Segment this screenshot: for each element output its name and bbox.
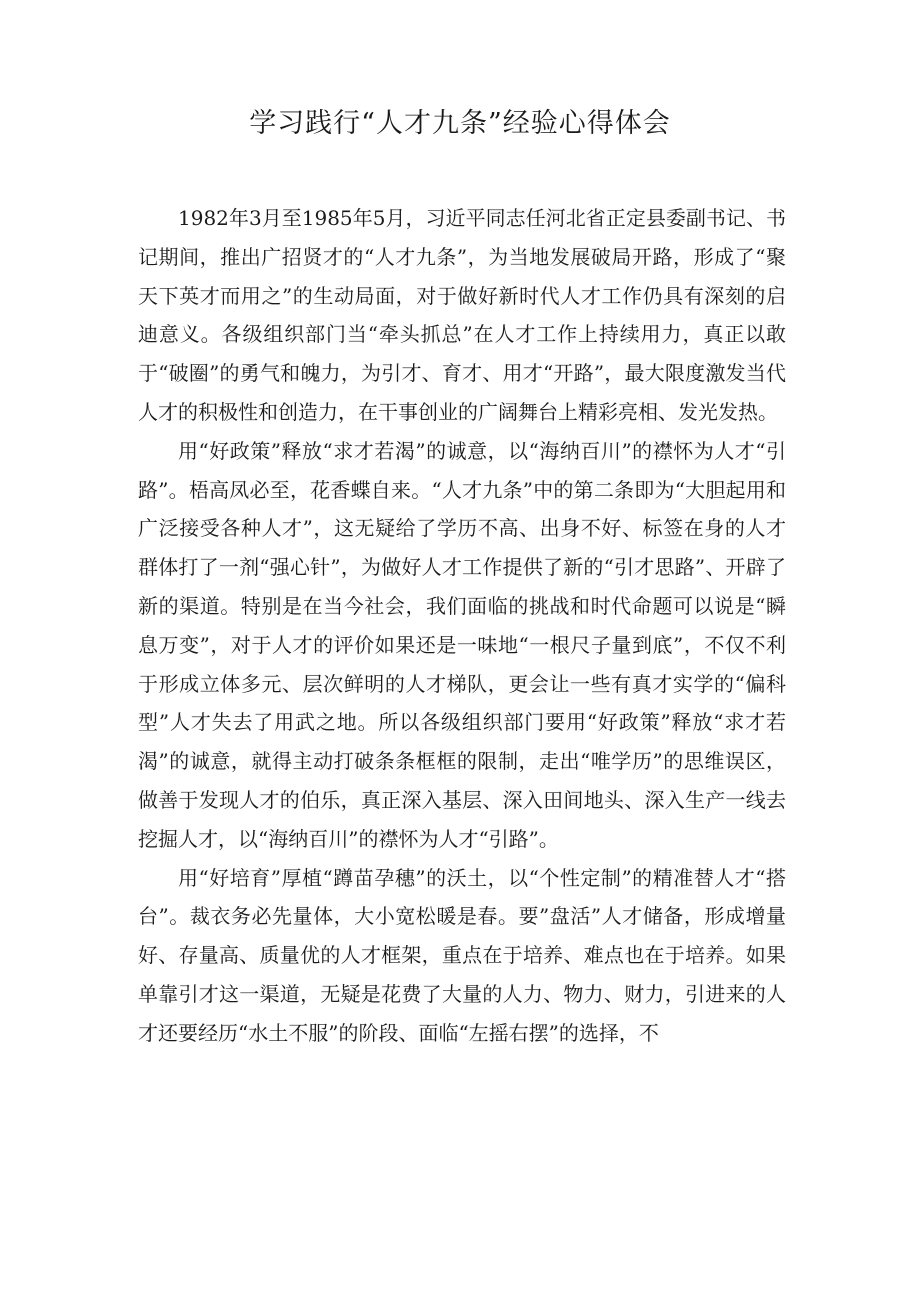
paragraph-1: 1982年3月至1985年5月，习近平同志任河北省正定县委副书记、书记期间，推出广招贤才的“人才九条”，为当地发展破局开路，形成了“聚天下英才而用之”的生动局面，对于做好新时代人才工作仍具有深刻的启迪意义。各级组织部门当“牵头抓总”在人才工作上持续用力，真正以敢于“破圈”的勇气和魄力，为引才、育才、用才“开路”，最大限度激发当代人才的积极性和创造力，在干事创业的广阔舞台上精彩亮相、发光发热。 [138,206,786,424]
document-body [138,199,786,1053]
paragraph-2: 用“好政策”释放“求才若渴”的诚意，以“海纳百川”的襟怀为人才“引路”。梧高凤必至，花香蝶自来。“人才九条”中的第二条即为“大胆起用和广泛接受各种人才”，这无疑给了学历不高、出身不好、标签在身的人才群体打了一剂“强心针”，为做好人才工作提供了新的“引才思路”、开辟了新的渠道。特别是在当今社会，我们面临的挑战和时代命题可以说是“瞬息万变”，对于人才的评价如果还是一味地“一根尺子量到底”，不仅不利于形成立体多元、层次鲜明的人才梯队，更会让一些有真才实学的“偏科型”人才失去了用武之地。所以各级组织部门要用“好政策”释放“求才若渴”的诚意，就得主动打破条条框框的限制，走出“唯学历”的思维误区，做善于发现人才的伯乐，真正深入基层、深入田间地头、深入生产一线去挖掘人才，以“海纳百川”的襟怀为人才“引路”。 [138,438,786,851]
paragraph-3: 用“好培育”厚植“蹲苗孕穗”的沃土，以“个性定制”的精准替人才“搭台”。裁衣务必先量体，大小宽松暖是春。要”盘活”人才储备，形成增量好、存量高、质量优的人才框架，重点在于培养、难点也在于培养。如果单靠引才这一渠道，无疑是花费了大量的人力、物力、财力，引进来的人才还要经历“水土不服”的阶段、面临“左摇右摆”的选择，不 [138,865,786,1045]
document-title: 学习践行“人才九条”经验心得体会 [249,108,671,139]
